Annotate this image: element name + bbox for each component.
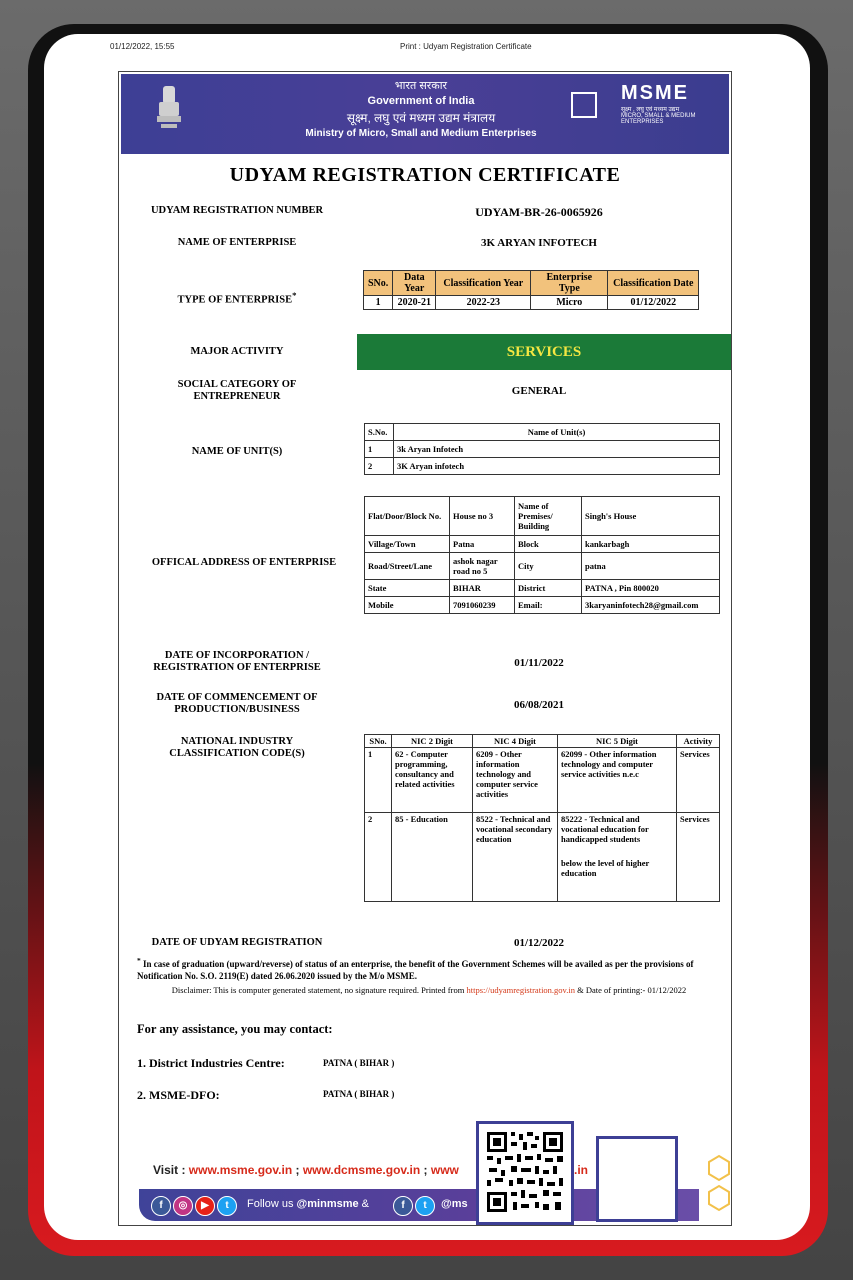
commencement-label (137, 692, 337, 716)
enterprise-name-label: NAME OF ENTERPRISE (177, 237, 297, 248)
blank-box (596, 1136, 678, 1222)
social-category-label-line1: SOCIAL CATEGORY OF (177, 379, 297, 390)
handle[interactable]: @minmsme (296, 1198, 359, 1210)
table-cell: District (515, 580, 582, 597)
table-cell: Micro (531, 296, 608, 310)
instagram-icon[interactable]: ◎ (173, 1196, 193, 1216)
type-label (137, 290, 337, 306)
table-header-row (364, 271, 699, 296)
table-cell: 2 (365, 813, 392, 902)
certificate-page (44, 34, 810, 1240)
disclaimer (137, 985, 721, 996)
table-row (365, 597, 720, 614)
nic-label (137, 736, 337, 760)
english-government: Government of India (367, 95, 475, 107)
units-label: NAME OF UNIT(S) (191, 446, 283, 457)
table-cell: Services (677, 748, 720, 813)
square-outline (571, 92, 597, 118)
table-cell: 01/12/2022 (608, 296, 699, 310)
incorporation-date: 01/11/2022 (514, 657, 564, 669)
table-row (365, 553, 720, 580)
table-cell: 3K Aryan infotech (394, 458, 720, 475)
social-category-label-line2: ENTREPRENEUR (193, 391, 281, 402)
msme-link[interactable]: www.msme.gov.in (188, 1163, 293, 1177)
table-cell: PATNA , Pin 800020 (582, 580, 720, 597)
nic-label-line1: NATIONAL INDUSTRY (180, 736, 294, 747)
dic-value: PATNA ( BIHAR ) (323, 1058, 395, 1068)
table-cell: BIHAR (450, 580, 515, 597)
nic-label-line2: CLASSIFICATION CODE(S) (169, 748, 305, 759)
table-cell: 2022-23 (436, 296, 531, 310)
nic-table (364, 734, 720, 902)
table-cell: 62099 - Other information technology and computer service activities n.e.c (558, 748, 677, 813)
qr-code (476, 1121, 574, 1225)
amp: & (358, 1198, 370, 1210)
print-title: Print : Udyam Registration Certificate (400, 42, 532, 51)
government-text (271, 78, 571, 139)
udyam-reg-date: 01/12/2022 (513, 937, 565, 949)
table-cell: 85 - Education (392, 813, 473, 902)
address-label: OFFICAL ADDRESS OF ENTERPRISE (151, 557, 337, 568)
table-cell: 7091060239 (450, 597, 515, 614)
footnote-star: * (137, 956, 141, 965)
qr-code-icon (485, 1130, 565, 1214)
table-row (365, 536, 720, 553)
facebook-icon[interactable]: f (151, 1196, 171, 1216)
table-header-row (365, 735, 720, 748)
table-cell: 1 (365, 441, 394, 458)
dfo-value: PATNA ( BIHAR ) (323, 1089, 395, 1099)
commencement-date: 06/08/2021 (513, 699, 565, 711)
commencement-label-line1: DATE OF COMMENCEMENT OF (156, 692, 318, 703)
table-cell: ashok nagar road no 5 (450, 553, 515, 580)
table-cell: 6209 - Other information technology and computer service activities (473, 748, 558, 813)
table-header: S.No. (365, 424, 394, 441)
twitter-icon[interactable]: t (217, 1196, 237, 1216)
msme-logo-text: MSME (621, 82, 689, 104)
table-cell: 62 - Computer programming, consultancy and related activities (392, 748, 473, 813)
table-cell: City (515, 553, 582, 580)
nic5-extra: below the level of higher education (561, 858, 650, 878)
incorporation-label-line1: DATE OF INCORPORATION / (164, 650, 310, 661)
table-cell: patna (582, 553, 720, 580)
commencement-label-line2: PRODUCTION/BUSINESS (174, 704, 300, 715)
units-table (364, 423, 720, 475)
table-cell: Road/Street/Lane (365, 553, 450, 580)
table-cell: 3karyaninfotech28@gmail.com (582, 597, 720, 614)
social-category-label (137, 379, 337, 403)
table-cell: 8522 - Technical and vocational secondary education (473, 813, 558, 902)
table-cell: Village/Town (365, 536, 450, 553)
table-row (365, 441, 720, 458)
major-activity-label: MAJOR ACTIVITY (190, 346, 284, 357)
reg-number-value: UDYAM-BR-26-0065926 (475, 205, 603, 219)
national-emblem-icon (151, 82, 187, 130)
table-header: Classification Date (608, 271, 699, 296)
table-cell: Block (515, 536, 582, 553)
udyam-reg-date-label: DATE OF UDYAM REGISTRATION (151, 937, 323, 948)
table-cell: 2020-21 (393, 296, 436, 310)
link-tail: .in (574, 1163, 588, 1177)
certificate (118, 71, 732, 1226)
table-row (365, 748, 720, 813)
certificate-title: UDYAM REGISTRATION CERTIFICATE (229, 164, 621, 186)
partial-link[interactable]: www (430, 1163, 459, 1177)
incorporation-label (137, 650, 337, 674)
table-row (364, 296, 699, 310)
msme-logo-hindi: सूक्ष्म , लघु एवं मध्यम उद्यम (621, 107, 680, 113)
dic-label: 1. District Industries Centre: (137, 1056, 285, 1070)
table-cell: Name of Premises/ Building (515, 497, 582, 536)
table-cell: Mobile (365, 597, 450, 614)
hindi-ministry: सूक्ष्म, लघु एवं मध्यम उद्यम मंत्रालय (346, 111, 496, 125)
hexagon-decoration-icon (707, 1154, 731, 1214)
assistance-heading: For any assistance, you may contact: (137, 1022, 333, 1036)
facebook-icon-2[interactable]: f (393, 1196, 413, 1216)
table-cell: House no 3 (450, 497, 515, 536)
social-category-value: GENERAL (511, 385, 567, 397)
table-header: Enterprise Type (531, 271, 608, 296)
table-cell: 1 (365, 748, 392, 813)
enterprise-type-table (363, 270, 699, 310)
disclaimer-text2: & Date of printing:- 01/12/2022 (575, 985, 687, 995)
table-header: SNo. (365, 735, 392, 748)
disclaimer-text1: Disclaimer: This is computer generated statement, no signature required. Printed from (171, 985, 467, 995)
table-header: Data Year (393, 271, 436, 296)
table-row (365, 458, 720, 475)
table-header: SNo. (364, 271, 393, 296)
table-header: Classification Year (436, 271, 531, 296)
table-row (365, 813, 720, 902)
table-cell: Patna (450, 536, 515, 553)
youtube-icon[interactable]: ▶ (195, 1196, 215, 1216)
table-cell: State (365, 580, 450, 597)
incorporation-label-line2: REGISTRATION OF ENTERPRISE (153, 662, 321, 673)
dcmsme-link[interactable]: www.dcmsme.gov.in (302, 1163, 421, 1177)
twitter-icon-2[interactable]: t (415, 1196, 435, 1216)
footnote-text: In case of graduation (upward/reverse) of status of an enterprise, the benefit of the Government Schemes will be availed as per the provisions of Notification No. S.O. 2119(E) dated 26.06.2020 issued by the M/o MSME. (137, 959, 694, 981)
msme-logo-english: MICRO, SMALL & MEDIUM ENTERPRISES (621, 113, 696, 125)
hindi-government: भारत सरकार (394, 80, 448, 92)
table-cell: 2 (365, 458, 394, 475)
dfo-label: 2. MSME-DFO: (137, 1088, 220, 1102)
reg-number-label: UDYAM REGISTRATION NUMBER (150, 205, 324, 216)
separator: ; (292, 1163, 303, 1177)
table-header: NIC 2 Digit (392, 735, 473, 748)
table-cell: Email: (515, 597, 582, 614)
table-cell: Services (677, 813, 720, 902)
table-header-row (365, 424, 720, 441)
table-cell: Flat/Door/Block No. (365, 497, 450, 536)
visit-links (153, 1163, 459, 1177)
table-header: NIC 4 Digit (473, 735, 558, 748)
table-header: Activity (677, 735, 720, 748)
handle-2[interactable]: @ms (441, 1198, 468, 1210)
type-star: * (292, 290, 297, 300)
table-cell: kankarbagh (582, 536, 720, 553)
footnote (137, 955, 721, 982)
table-cell: 3k Aryan Infotech (394, 441, 720, 458)
table-header: NIC 5 Digit (558, 735, 677, 748)
follow-text (247, 1198, 369, 1210)
type-label-text: TYPE OF ENTERPRISE (177, 294, 293, 306)
visit-label: Visit : (153, 1163, 189, 1177)
government-banner (121, 74, 729, 154)
table-cell (558, 813, 677, 902)
follow-label: Follow us (247, 1198, 297, 1210)
enterprise-name-value: 3K ARYAN INFOTECH (481, 237, 597, 249)
table-cell: 1 (364, 296, 393, 310)
disclaimer-link[interactable]: https://udyamregistration.gov.in (466, 985, 575, 995)
address-table (364, 496, 720, 614)
english-ministry: Ministry of Micro, Small and Medium Enterprises (305, 128, 537, 139)
major-activity-value: SERVICES (357, 334, 731, 370)
table-row (365, 580, 720, 597)
print-datetime: 01/12/2022, 15:55 (110, 42, 175, 51)
msme-logo (621, 82, 721, 125)
table-row (365, 497, 720, 536)
table-header: Name of Unit(s) (394, 424, 720, 441)
separator: ; (420, 1163, 431, 1177)
table-cell: Singh's House (582, 497, 720, 536)
nic5-text: 85222 - Technical and vocational education for handicapped students (561, 814, 649, 844)
